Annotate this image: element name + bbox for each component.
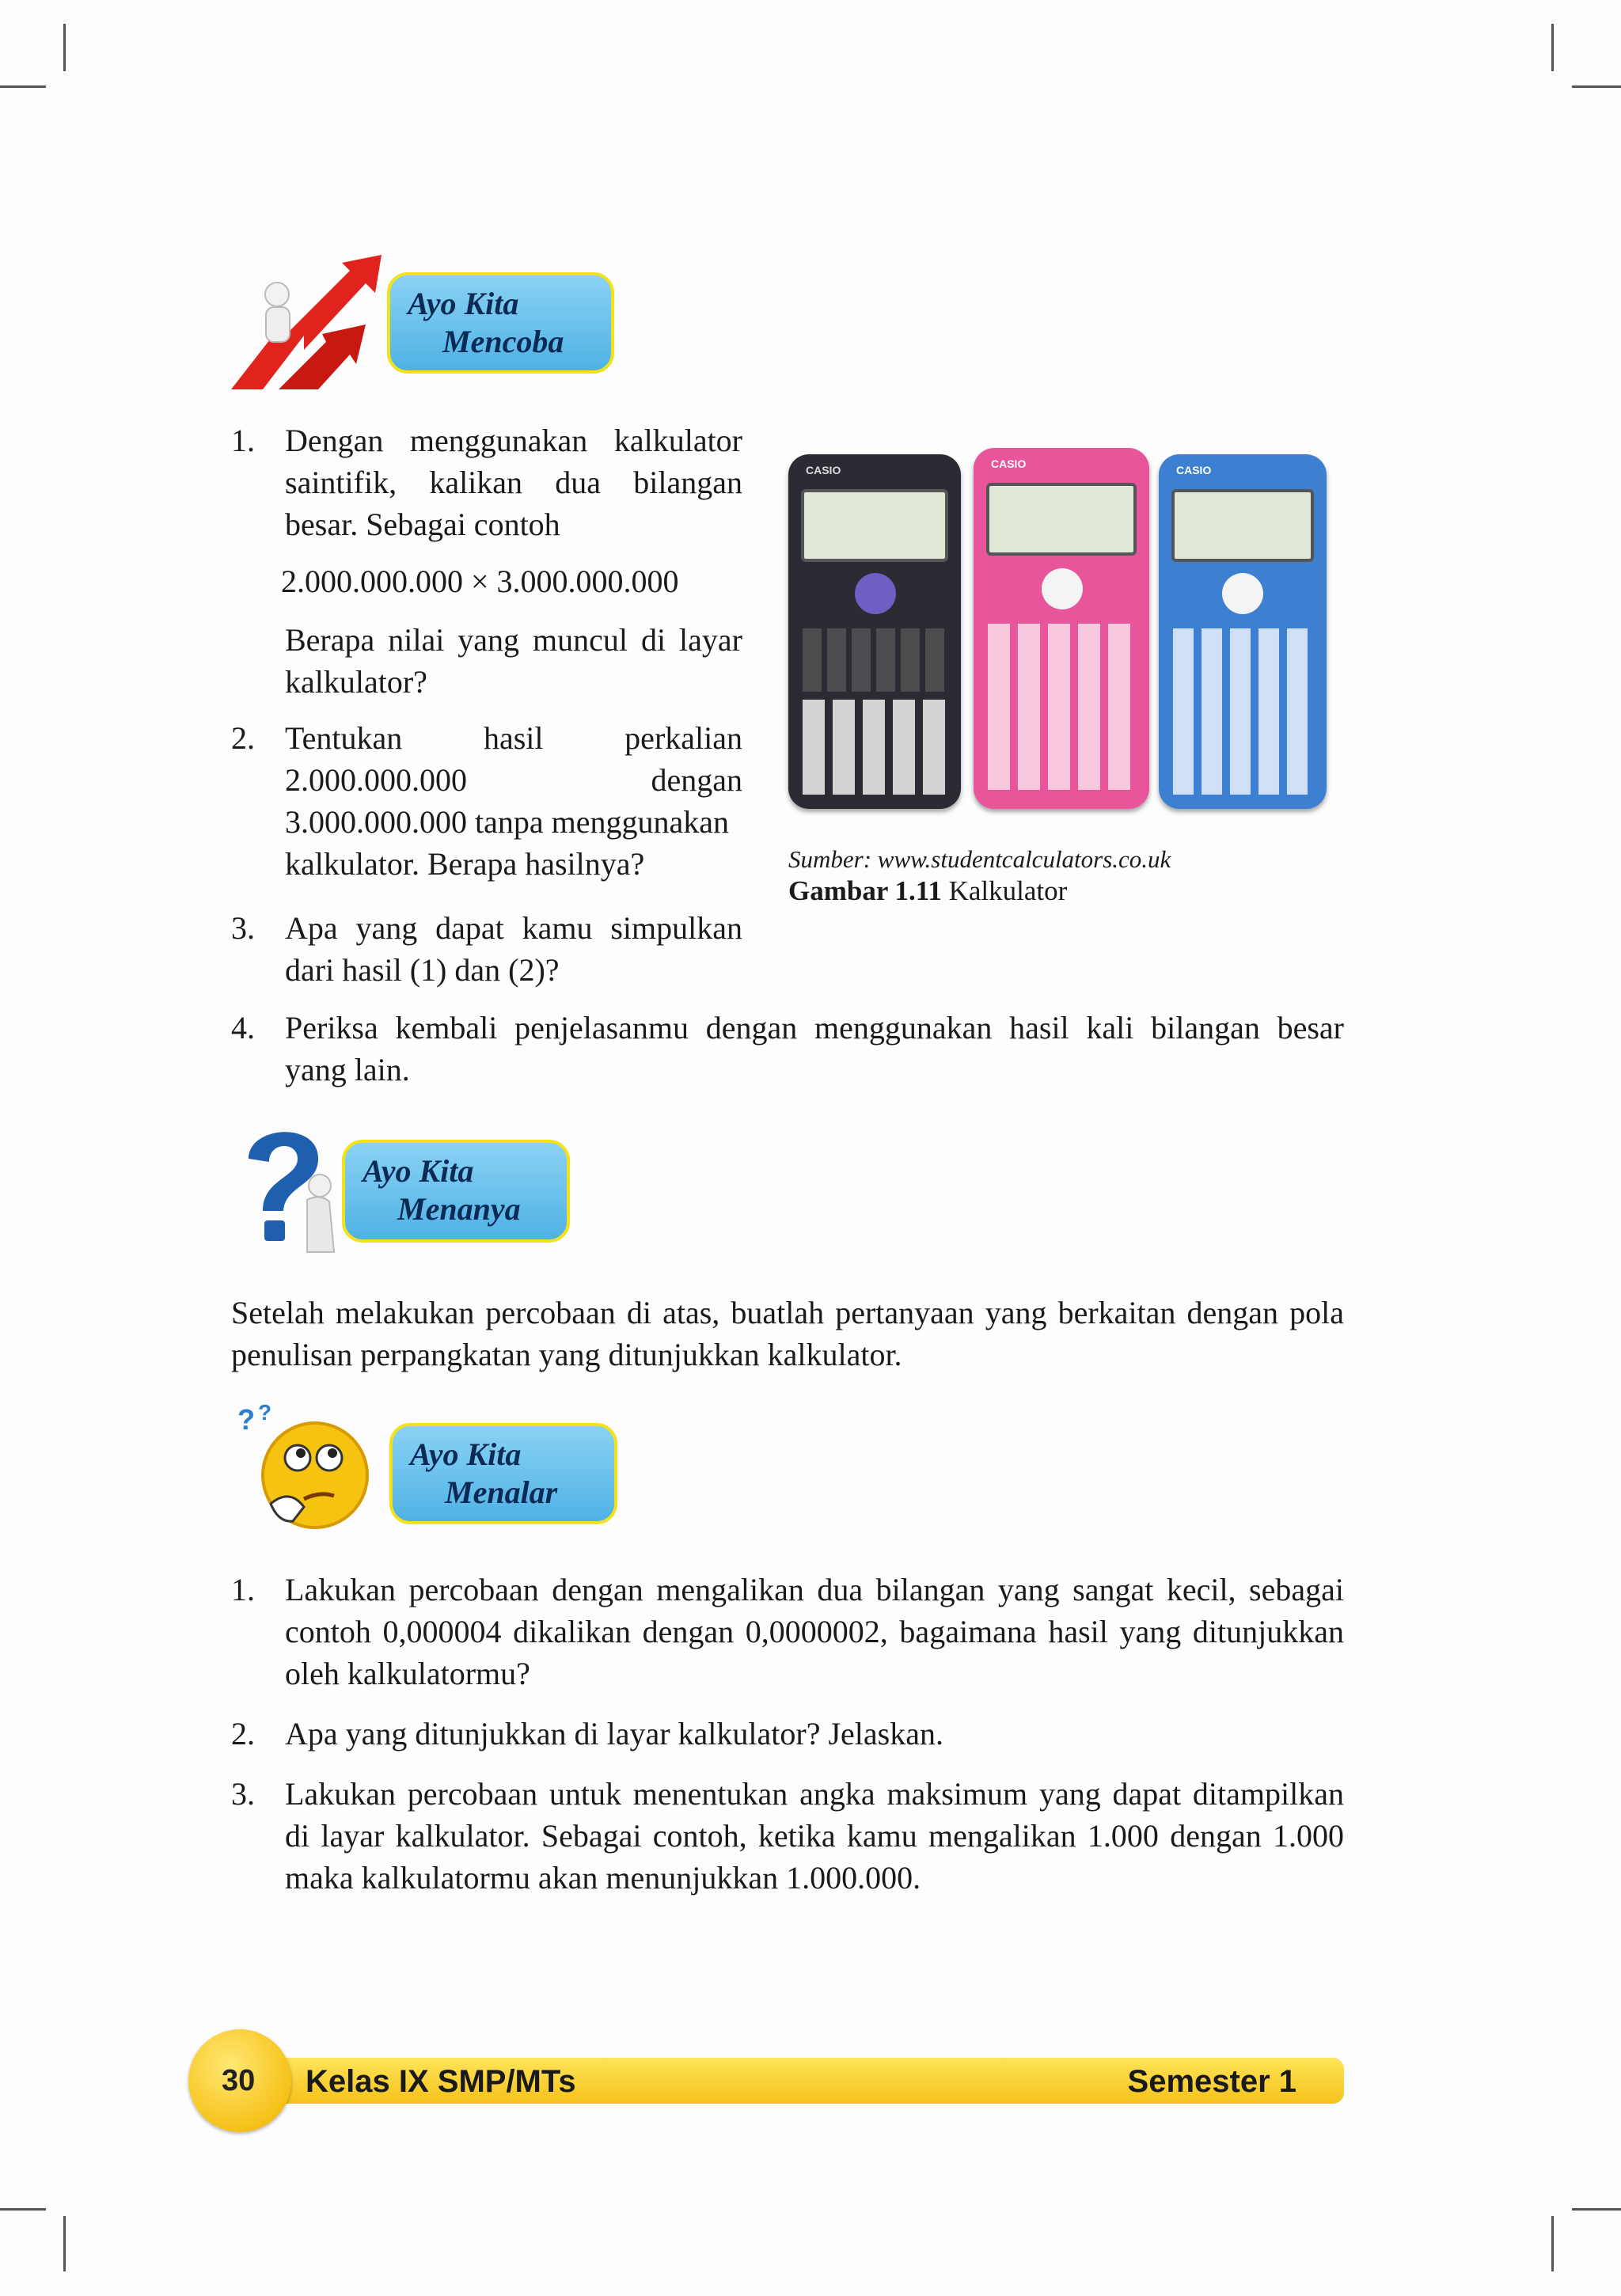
caption-label: Gambar 1.11	[788, 875, 942, 906]
item-number: 3.	[231, 1776, 255, 1812]
item-number: 1.	[231, 1572, 255, 1607]
svg-text:?: ?	[258, 1402, 272, 1425]
item-number: 2.	[231, 1716, 255, 1751]
item-line: di layar kalkulator. Sebagai contoh, ketika kamu mengalikan 1.000 dengan 1.000	[285, 1818, 1344, 1854]
crop-mark	[0, 2208, 46, 2211]
mencoba-icon	[231, 255, 405, 389]
calculator-brand: CASIO	[1176, 464, 1212, 476]
section-badge-menanya	[342, 1140, 570, 1243]
section-badge-menalar	[389, 1423, 617, 1524]
badge-line1: Ayo Kita	[363, 1153, 474, 1189]
calculator-brand: CASIO	[991, 457, 1027, 470]
item-number: 2.	[231, 720, 255, 756]
list-item	[231, 1569, 1344, 1694]
expression: 2.000.000.000 × 3.000.000.000	[281, 564, 679, 599]
footer-semester-label: Semester 1	[1127, 2064, 1296, 2099]
badge-line2: Menalar	[445, 1474, 558, 1510]
svg-text:?: ?	[237, 1403, 255, 1436]
badge-line2: Menanya	[397, 1191, 521, 1227]
item-line: Apa yang ditunjukkan di layar kalkulator? Jelaskan.	[285, 1716, 943, 1751]
item-line: 3.000.000.000 tanpa menggunakan	[285, 804, 729, 840]
paragraph-line: penulisan perpangkatan yang ditunjukkan kalkulator.	[231, 1337, 902, 1372]
caption-text: Kalkulator	[941, 875, 1068, 906]
badge-line1: Ayo Kita	[410, 1436, 522, 1472]
item-number: 3.	[231, 910, 255, 946]
list-item	[231, 1713, 1344, 1755]
crop-mark	[1572, 2208, 1621, 2211]
paragraph-line: Setelah melakukan percobaan di atas, buatlah pertanyaan yang berkaitan dengan pola	[231, 1295, 1344, 1330]
item-line: Periksa kembali penjelasanmu dengan menggunakan hasil kali bilangan besar	[285, 1010, 1344, 1046]
crop-mark	[63, 24, 66, 71]
item-line: kalkulator. Berapa hasilnya?	[285, 846, 645, 882]
item-number: 4.	[231, 1010, 255, 1046]
item-line: saintifik, kalikan dua bilangan	[285, 465, 742, 500]
crop-mark	[63, 2216, 66, 2271]
item-line: oleh kalkulatormu?	[285, 1656, 530, 1691]
calculators-figure	[788, 448, 1327, 820]
list-item-extra	[285, 619, 742, 703]
item-line: 2.000.000.000 dengan	[285, 762, 742, 798]
list-item	[231, 717, 742, 885]
section-badge-mencoba	[387, 272, 614, 374]
item-line: contoh 0,000004 dikalikan dengan 0,0000002, bagaimana hasil yang ditunjukkan	[285, 1614, 1344, 1649]
crop-mark	[0, 85, 46, 88]
calculator-black	[788, 454, 961, 809]
crop-mark	[1551, 24, 1554, 71]
page-number: 30	[222, 2064, 256, 2097]
list-item	[231, 1007, 1344, 1091]
item-line: Tentukan hasil perkalian	[285, 720, 742, 756]
menanya-paragraph	[231, 1292, 1344, 1376]
item-line: besar. Sebagai contoh	[285, 507, 560, 542]
item-line: Lakukan percobaan dengan mengalikan dua bilangan yang sangat kecil, sebagai	[285, 1572, 1344, 1607]
figure-source: Sumber: www.studentcalculators.co.uk	[788, 845, 1171, 873]
item-line: Berapa nilai yang muncul di layar	[285, 622, 742, 658]
crop-mark	[1551, 2216, 1554, 2271]
badge-line2: Mencoba	[442, 324, 564, 359]
item-line: maka kalkulatormu akan menunjukkan 1.000.000.	[285, 1860, 921, 1896]
list-item	[231, 907, 742, 991]
item-number: 1.	[231, 423, 255, 458]
calculator-pink	[974, 448, 1149, 809]
item-line: kalkulator?	[285, 664, 427, 700]
item-line: Lakukan percobaan untuk menentukan angka maksimum yang dapat ditampilkan	[285, 1776, 1344, 1812]
item-line: dari hasil (1) dan (2)?	[285, 952, 560, 988]
item-line: Dengan menggunakan kalkulator	[285, 423, 742, 458]
item-line: yang lain.	[285, 1052, 410, 1087]
footer-class-label: Kelas IX SMP/MTs	[306, 2064, 576, 2099]
badge-line1: Ayo Kita	[408, 286, 519, 321]
question-mark-icon	[231, 1118, 350, 1260]
item-line: Apa yang dapat kamu simpulkan	[285, 910, 742, 946]
list-item	[231, 419, 742, 545]
crop-mark	[1572, 85, 1621, 88]
figure-caption	[788, 875, 1067, 907]
list-item	[231, 1773, 1344, 1899]
thinking-face-icon	[231, 1402, 382, 1537]
calculator-blue	[1159, 454, 1327, 809]
calculator-brand: CASIO	[806, 464, 841, 476]
